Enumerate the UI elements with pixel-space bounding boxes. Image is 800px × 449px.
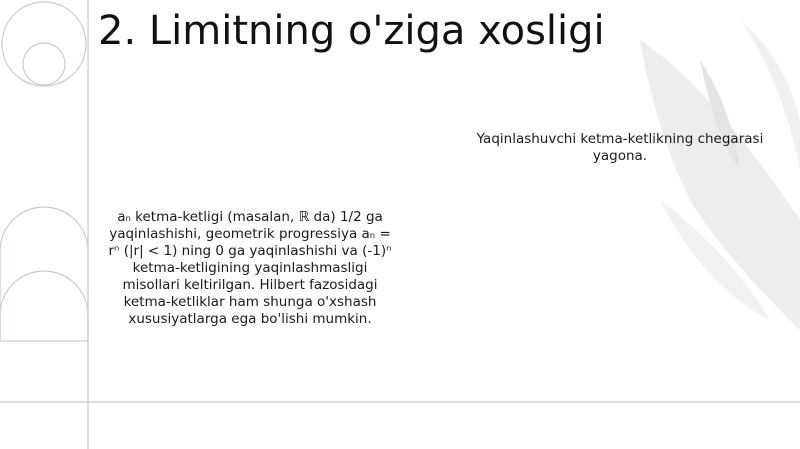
right-text-block: Yaqinlashuvchi ketma-ketlikning chegarasi yagona. xyxy=(476,131,764,164)
deco-circle-small xyxy=(23,43,65,85)
left-text-block: aₙ ketma-ketligi (masalan, ℝ da) 1/2 ga yaqinlashishi, geometrik progressiya aₙ = rⁿ (|r| < 1) ning 0 ga yaqinlashishi va (-1)ⁿ ketma-ketligining yaqinlashmasligi misollari keltirilgan. Hilbert fazosidagi ketma-ketliklar ham shunga o'xshash xususiyatlarga ega bo'lishi mumkin. xyxy=(108,209,392,327)
leaf-illustration xyxy=(640,20,800,330)
deco-arch-upper xyxy=(0,207,88,341)
deco-circle-large xyxy=(2,2,86,86)
deco-arch-lower xyxy=(0,271,88,341)
slide-title: 2. Limitning o'ziga xosligi xyxy=(98,8,605,54)
